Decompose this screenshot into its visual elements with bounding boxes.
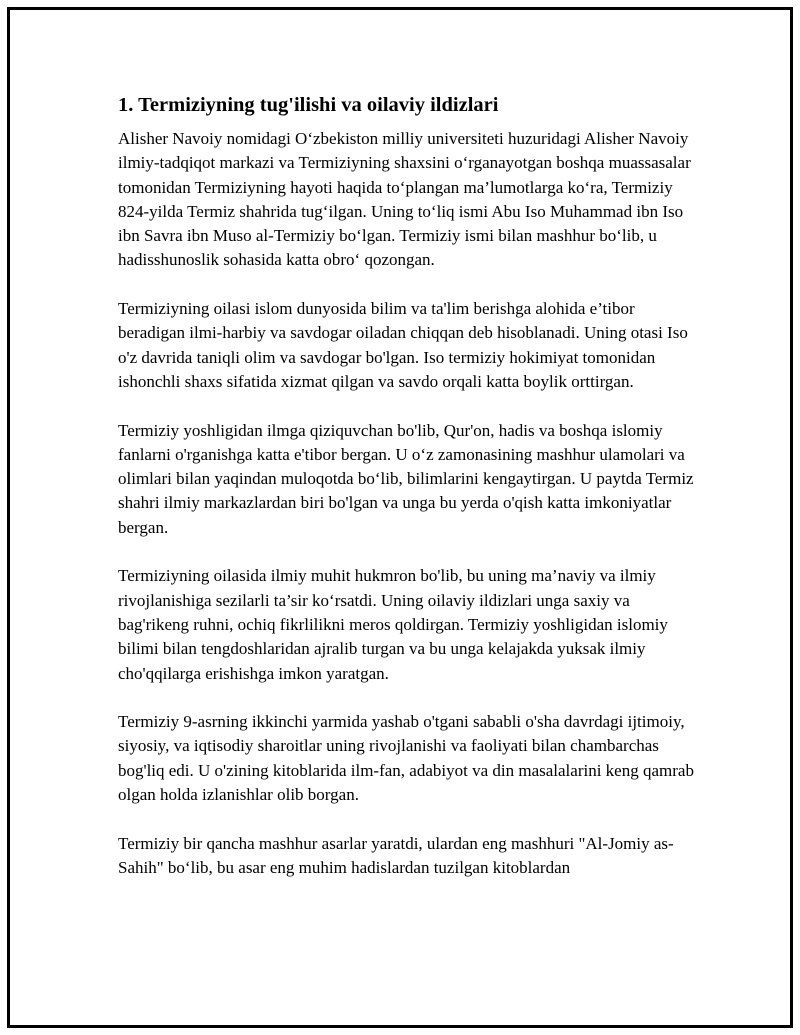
paragraph-works: Termiziy bir qancha mashhur asarlar yaratdi, ulardan eng mashhuri "Al-Jomiy as-Sahih" bo‘lib, bu asar eng muhim hadislardan tuzilgan kitoblardan — [118, 833, 674, 877]
document-body — [118, 92, 698, 905]
paragraph-family: Termiziyning oilasi islom dunyosida bilim va ta'lim berishga alohida e’tibor beradigan ilmi-harbiy va savdogar oiladan chiqqan deb hisoblanadi. Uning otasi Iso o'z davrida taniqli olim va savdogar bo'lgan. Iso termiziy hokimiyat tomonidan ishonchli shaxs sifatida xizmat qilgan va savdo orqali katta boylik orttirgan. — [118, 299, 688, 391]
paragraph-environment: Termiziyning oilasida ilmiy muhit hukmron bo'lib, bu uning ma’naviy va ilmiy rivojlanishiga sezilarli ta’sir ko‘rsatdi. Uning oilaviy ildizlari unga saxiy va bag'rikeng ruhni, ochiq fikrlilikni meros qoldirgan. Termiziy yoshligidan islomiy bilimi bilan tengdoshlaridan ajralib turgan va bu unga kelajakda yuksak ilmiy cho'qqilarga erishishga imkon yaratgan. — [118, 566, 668, 683]
section-heading: 1. Termiziyning tug'ilishi va oilaviy ildizlari — [118, 94, 499, 116]
paragraph-youth: Termiziy yoshligidan ilmga qiziquvchan bo'lib, Qur'on, hadis va boshqa islomiy fanlarni o'rganishga katta e'tibor bergan. U o‘z zamonasining mashhur ulamolari va olimlari bilan yaqindan muloqotda bo‘lib, bilimlarini kengaytirgan. U paytda Termiz shahri ilmiy markazlardan biri bo'lgan va unga bu yerda o'qish katta imkoniyatlar bergan. — [118, 420, 694, 537]
paragraph-birth: Alisher Navoiy nomidagi O‘zbekiston milliy universiteti huzuridagi Alisher Navoiy ilmiy-tadqiqot markazi va Termiziyning shaxsini o‘rganayotgan boshqa muassasalar tomonidan Termiziyning hayoti haqida to‘plangan ma’lumotlarga ko‘ra, Termiziy 824-yilda Termiz shahrida tug‘ilgan. Uning to‘liq ismi Abu Iso Muhammad ibn Iso ibn Savra ibn Muso al-Termiziy bo‘lgan. Termiziy ismi bilan mashhur bo‘lib, u hadisshunoslik sohasida katta obro‘ qozongan. — [118, 129, 691, 270]
paragraph-era: Termiziy 9-asrning ikkinchi yarmida yashab o'tgani sababli o'sha davrdagi ijtimoiy, siyosiy, va iqtisodiy sharoitlar uning rivojlanishi va faoliyati bilan chambarchas bog'liq edi. U o'zining kitoblarida ilm-fan, adabiyot va din masalalarini keng qamrab olgan holda izlanishlar olib borgan. — [118, 712, 694, 805]
